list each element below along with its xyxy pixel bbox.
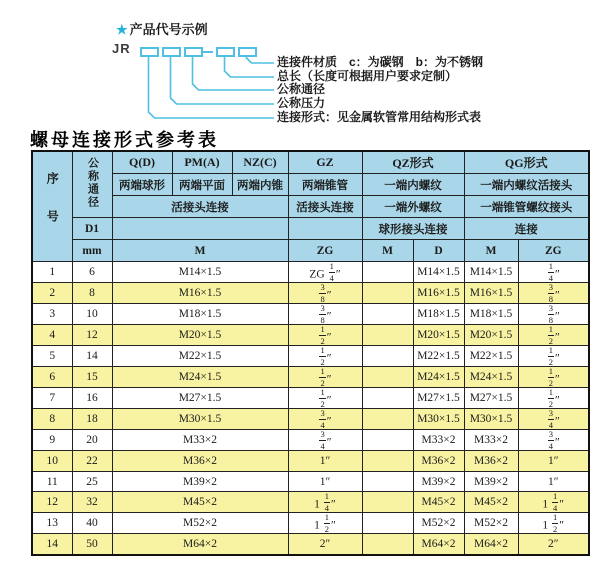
cell-qz-m [362,346,413,367]
cell-qz-d: M24×1.5 [413,367,464,388]
cell-dn: 15 [72,367,112,388]
cell-qg-zg: $\frac{3}{8}$ ″ [518,283,589,304]
cell-qz-m [362,471,413,492]
table-row [32,388,589,409]
table-row [32,513,589,534]
header-conn-gz: 活接头连接 [288,196,362,218]
cell-dn: 12 [72,325,112,346]
cell-qz-d: M33×2 [413,430,464,451]
fraction: $\frac{3}{4}$ [320,429,325,451]
cell-qz-d: M39×2 [413,471,464,492]
fraction: $\frac{1}{2}$ [320,324,325,346]
cell-qz-m [362,534,413,555]
cell-qz-d: M16×1.5 [413,283,464,304]
header-mm: mm [72,240,112,262]
cell-m: M64×2 [112,534,288,555]
cell-qg-m: M45×2 [464,492,518,513]
cell-zg: 1 $\frac{1}{2}$ ″ [288,513,362,534]
cell-m: M18×1.5 [112,304,288,325]
fraction: $\frac{1}{2}$ [548,324,553,346]
cell-m: M33×2 [112,430,288,451]
cell-qg-zg: $\frac{1}{2}$ ″ [518,325,589,346]
cell-qg-zg: 1″ [518,451,589,472]
star-icon: ★ [116,22,128,37]
cell-qg-zg: $\frac{1}{2}$ ″ [518,346,589,367]
table-row [32,409,589,430]
cell-qz-d: M27×1.5 [413,388,464,409]
cell-zg: $\frac{1}{2}$ ″ [288,367,362,388]
fraction: $\frac{1}{2}$ [548,366,553,388]
fraction: $\frac{1}{2}$ [548,345,553,367]
fraction: $\frac{1}{2}$ [553,512,558,534]
cell-qg-m: M64×2 [464,534,518,555]
cell-seq: 1 [32,262,72,283]
header-conn-left: 活接头连接 [112,196,288,218]
cell-seq: 13 [32,513,72,534]
header-unit-zg2: ZG [518,240,589,262]
table-row [32,430,589,451]
cell-seq: 5 [32,346,72,367]
cell-qz-m [362,388,413,409]
cell-qg-zg: $\frac{3}{8}$ ″ [518,304,589,325]
fraction: $\frac{3}{8}$ [548,303,553,325]
fraction: $\frac{3}{8}$ [320,282,325,304]
header-conn-qz: 一端外螺纹 [362,196,464,218]
cell-qg-zg: 1 $\frac{1}{4}$ ″ [518,492,589,513]
cell-m: M45×2 [112,492,288,513]
cell-dn: 32 [72,492,112,513]
cell-zg: ZG $\frac{1}{4}$ ″ [288,262,362,283]
fraction: $\frac{3}{8}$ [320,303,325,325]
cell-qz-m [362,451,413,472]
fraction: $\frac{1}{4}$ [548,261,553,283]
header-type-qz: 一端内螺纹 [362,174,464,196]
cell-qz-m [362,430,413,451]
cell-qg-m: M16×1.5 [464,283,518,304]
fraction: $\frac{1}{2}$ [320,387,325,409]
cell-qg-m: M14×1.5 [464,262,518,283]
header-type-qg: 一端内螺纹活接头 [464,174,589,196]
table-body [32,262,589,556]
header-conn2-qg: 连接 [464,218,589,240]
cell-seq: 6 [32,367,72,388]
cell-qg-zg: $\frac{3}{4}$ ″ [518,409,589,430]
fraction: $\frac{1}{4}$ [329,261,334,283]
cell-qz-m [362,304,413,325]
cell-zg: $\frac{1}{2}$ ″ [288,388,362,409]
cell-qz-d: M52×2 [413,513,464,534]
header-dn: 公称通径 [72,151,112,218]
header-unit-m2: M [362,240,413,262]
fraction: $\frac{3}{4}$ [548,429,553,451]
cell-zg: $\frac{1}{2}$ ″ [288,325,362,346]
header-group-pma: PM(A) [172,151,232,174]
header-type-gz: 两端锥管 [288,174,362,196]
cell-seq: 7 [32,388,72,409]
table-row [32,534,589,555]
cell-qg-m: M36×2 [464,451,518,472]
cell-qz-m [362,492,413,513]
header-group-nzc: NZ(C) [232,151,288,174]
cell-qg-m: M33×2 [464,430,518,451]
diagram-label-connection: 连接形式：见金属软管常用结构形式表 [277,110,482,124]
header-group-qd: Q(D) [112,151,172,174]
cell-qz-d: M18×1.5 [413,304,464,325]
header-unit-d: D [413,240,464,262]
fraction: $\frac{3}{4}$ [320,408,325,430]
cell-qg-zg: $\frac{1}{4}$ ″ [518,262,589,283]
fraction: $\frac{1}{4}$ [324,491,330,513]
cell-qz-m [362,409,413,430]
table-row [32,346,589,367]
header-unit-zg1: ZG [288,240,362,262]
cell-qg-m: M18×1.5 [464,304,518,325]
cell-zg: 2″ [288,534,362,555]
cell-m: M24×1.5 [112,367,288,388]
cell-qz-d: M30×1.5 [413,409,464,430]
header-type-nzc: 两端内锥 [232,174,288,196]
diagram-label-diameter: 公称通径 [277,82,326,96]
header-type-qd: 两端球形 [112,174,172,196]
table-title: 螺母连接形式参考表 [30,130,219,150]
header-type-pma: 两端平面 [172,174,232,196]
cell-qz-m [362,367,413,388]
cell-m: M22×1.5 [112,346,288,367]
cell-qz-m [362,262,413,283]
header-empty-gz [288,218,362,240]
cell-zg: $\frac{3}{4}$ ″ [288,430,362,451]
cell-dn: 14 [72,346,112,367]
header-d1: D1 [72,218,112,240]
cell-dn: 16 [72,388,112,409]
cell-qg-zg: 1 $\frac{1}{2}$ ″ [518,513,589,534]
cell-qz-d: M45×2 [413,492,464,513]
table-row [32,367,589,388]
table-row [32,492,589,513]
cell-qg-zg: 1″ [518,471,589,492]
cell-m: M20×1.5 [112,325,288,346]
cell-dn: 6 [72,262,112,283]
cell-m: M16×1.5 [112,283,288,304]
cell-qg-m: M39×2 [464,471,518,492]
cell-m: M39×2 [112,471,288,492]
diagram-label-length: 总长（长度可根据用户要求定制） [277,69,458,83]
fraction: $\frac{1}{2}$ [320,345,325,367]
cell-zg: 1 $\frac{1}{4}$ ″ [288,492,362,513]
fraction: $\frac{1}{2}$ [320,366,325,388]
cell-qz-m [362,283,413,304]
cell-qg-m: M52×2 [464,513,518,534]
cell-qg-m: M27×1.5 [464,388,518,409]
cell-qg-zg: 2″ [518,534,589,555]
diagram-label-pressure: 公称压力 [277,96,326,110]
diagram-heading-text: 产品代号示例 [129,22,208,37]
cell-dn: 22 [72,451,112,472]
cell-dn: 8 [72,283,112,304]
cell-m: M27×1.5 [112,388,288,409]
header-seq: 序号 [32,151,72,262]
cell-seq: 11 [32,471,72,492]
cell-qz-d: M22×1.5 [413,346,464,367]
header-group-qz: QZ形式 [362,151,464,174]
cell-zg: $\frac{1}{2}$ ″ [288,346,362,367]
table-row [32,304,589,325]
fraction: $\frac{1}{4}$ [553,491,558,513]
cell-qg-zg: $\frac{1}{2}$ ″ [518,388,589,409]
table-row [32,262,589,283]
header-empty-left [112,218,288,240]
code-prefix: JR [112,41,131,56]
header-unit-m1: M [112,240,288,262]
table-row [32,325,589,346]
cell-qz-d: M14×1.5 [413,262,464,283]
cell-dn: 40 [72,513,112,534]
fraction: $\frac{1}{2}$ [548,387,553,409]
cell-qg-m: M24×1.5 [464,367,518,388]
cell-qg-m: M30×1.5 [464,409,518,430]
header-conn-qg: 一端锥管螺纹接头 [464,196,589,218]
cell-zg: $\frac{3}{4}$ ″ [288,409,362,430]
cell-dn: 25 [72,471,112,492]
cell-qg-m: M22×1.5 [464,346,518,367]
cell-seq: 14 [32,534,72,555]
cell-zg: $\frac{3}{8}$ ″ [288,283,362,304]
reference-table [31,150,590,556]
header-group-qg: QG形式 [464,151,589,174]
cell-zg: $\frac{3}{8}$ ″ [288,304,362,325]
cell-qz-d: M20×1.5 [413,325,464,346]
cell-m: M36×2 [112,451,288,472]
cell-qg-m: M20×1.5 [464,325,518,346]
diagram-label-material: 连接件材质 c：为碳钢 b：为不锈钢 [277,55,484,69]
cell-seq: 10 [32,451,72,472]
fraction: $\frac{1}{2}$ [324,512,330,534]
cell-zg: 1″ [288,471,362,492]
cell-dn: 10 [72,304,112,325]
table-row [32,471,589,492]
cell-qz-m [362,325,413,346]
table-header [32,151,589,262]
cell-qg-zg: $\frac{3}{4}$ ″ [518,430,589,451]
cell-seq: 4 [32,325,72,346]
cell-m: M30×1.5 [112,409,288,430]
cell-m: M52×2 [112,513,288,534]
table-row [32,283,589,304]
cell-m: M14×1.5 [112,262,288,283]
table-row [32,451,589,472]
cell-seq: 3 [32,304,72,325]
cell-qz-d: M36×2 [413,451,464,472]
cell-dn: 20 [72,430,112,451]
cell-zg: 1″ [288,451,362,472]
cell-dn: 18 [72,409,112,430]
cell-qz-d: M64×2 [413,534,464,555]
fraction: $\frac{3}{8}$ [548,282,553,304]
header-conn2-qz: 球形接头连接 [362,218,464,240]
cell-qg-zg: $\frac{1}{2}$ ″ [518,367,589,388]
header-group-gz: GZ [288,151,362,174]
cell-seq: 2 [32,283,72,304]
cell-dn: 50 [72,534,112,555]
fraction: $\frac{3}{4}$ [548,408,553,430]
cell-seq: 12 [32,492,72,513]
header-unit-m3: M [464,240,518,262]
cell-qz-m [362,513,413,534]
cell-seq: 9 [32,430,72,451]
cell-seq: 8 [32,409,72,430]
